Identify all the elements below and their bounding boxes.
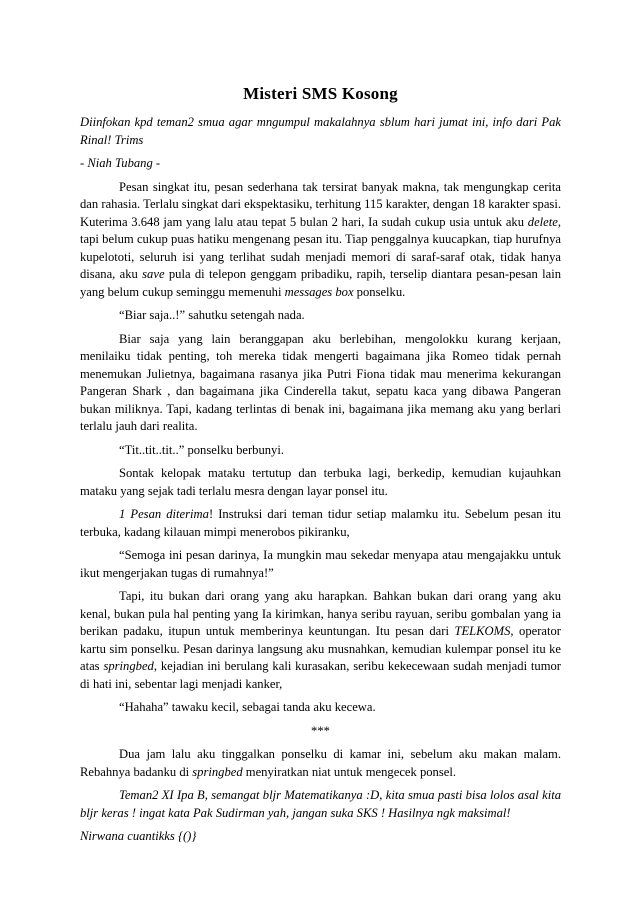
- paragraph-1-text-c: pula di telepon genggam pribadiku, rapih, terselip diantara pesan-pesan lain yang belum cukup seminggu memenuhi: [80, 267, 561, 299]
- delete-word: delete: [527, 214, 558, 229]
- sms-signature: Nirwana cuantikks {()}: [80, 829, 197, 843]
- springbed-word-2: springbed: [192, 764, 243, 779]
- pesan-diterima-text: 1 Pesan diterima: [119, 507, 209, 521]
- paragraph-2: “Biar saja..!” sahutku setengah nada.: [119, 308, 305, 322]
- paragraph-10-text-a: Dua jam lalu aku tinggalkan ponselku di kamar ini, sebelum aku makan malam. Rebahnya badanku di: [80, 747, 561, 779]
- paragraph-4: “Tit..tit..tit..” ponselku berbunyi.: [119, 442, 284, 457]
- paragraph-8-text-c: , kejadian ini berulang kali kurasakan, seribu kekecewaan sudah menjadi tumor di hati ini, sebentar lagi menjadi kanker,: [80, 659, 562, 691]
- paragraph-6: [80, 506, 561, 541]
- telkoms-word: TELKOMS: [454, 624, 511, 638]
- paragraph-10-text-b: menyiratkan niat untuk mengecek ponsel.: [242, 764, 456, 779]
- save-word: save: [142, 267, 165, 281]
- paragraph-8: [80, 588, 561, 693]
- paragraph-8-text-b: , operator kartu sim ponselku. Pesan darinya langsung aku musnahkan, kemudian kulempar ponsel itu ke atas: [80, 624, 561, 673]
- paragraph-8-text-a: Tapi, itu bukan dari orang yang aku harapkan. Bahkan bukan dari orang yang aku kenal, bukan pula hal penting yang Ia kirimkan, hanya seribu rayuan, seribu gombalan yang ia berikan padaku, itupun untuk memberinya keuntungan. Itu pesan dari: [80, 589, 561, 638]
- scene-separator: ***: [311, 723, 330, 738]
- paragraph-6-text: ! Instruksi dari teman tidur setiap malamku itu. Sebelum pesan itu terbuka, kadang kilauan mimpi menerobos pikiranku,: [80, 507, 561, 539]
- paragraph-1-text-d: ponselku.: [353, 284, 406, 299]
- messages-box-word: messages box: [284, 284, 354, 299]
- springbed-word: springbed: [103, 659, 154, 673]
- paragraph-10: [80, 746, 561, 781]
- paragraph-1-text-a: Pesan singkat itu, pesan sederhana tak tersirat banyak makna, tak mengungkap cerita dan rahasia. Terlalu singkat dari ekspektasiku, terhitung 115 karakter, dengan 18 karakter spasi. Kuterima 3.648 jam yang lalu atau tepat 5 bulan 2 hari, Ia sudah cukup usia untuk aku: [80, 179, 561, 229]
- intro-sms: Diinfokan kpd teman2 smua agar mngumpul makalahnya sblum hari jumat ini, info dari Pak Rinal! Trims: [80, 115, 561, 147]
- paragraph-9: “Hahaha” tawaku kecil, sebagai tanda aku kecewa.: [119, 700, 376, 714]
- sms-message: Teman2 XI Ipa B, semangat bljr Matematikanya :D, kita smua pasti bisa lolos asal kita bljr keras ! ingat kata Pak Sudirman yah, jangan suka SKS ! Hasilnya ngk maksimal!: [80, 788, 561, 820]
- paragraph-1-text-b: , tapi belum cukup puas hatiku mengenang pesan itu. Tiap penggalnya kuucapkan, tiap hurufnya kupelototi, seluruh isi yang terlihat sudah menjadi memori di saraf-saraf otak, tidak hanya disana, aku: [80, 214, 561, 281]
- paragraph-1: [80, 179, 561, 302]
- author-line: - Niah Tubang -: [80, 156, 161, 170]
- paragraph-5: Sontak kelopak mataku tertutup dan terbuka lagi, berkedip, kemudian kujauhkan mataku yang sejak tadi terlalu mesra dengan layar ponsel itu.: [80, 466, 561, 498]
- paragraph-7: “Semoga ini pesan darinya, Ia mungkin mau sekedar menyapa atau mengajakku untuk ikut mengerjakan tugas di rumahnya!”: [80, 548, 561, 580]
- paragraph-3: Biar saja yang lain beranggapan aku berlebihan, mengolokku kurang kerjaan, menilaiku tidak penting, toh mereka tidak mengerti bagaimana jika Romeo tidak pernah menemukan Julietnya, bagaimana rasanya jika Putri Fiona tidak mau menerima kekurangan Pangeran Shark , dan bagaimana jika Cinderella takut, sepatu kaca yang dibawa Pangeran bukan miliknya. Tapi, kadang terlintas di benak ini, bagaimana jika memang aku yang berlari terlalu jauh dari realita.: [80, 331, 561, 433]
- document-title: Misteri SMS Kosong: [243, 84, 398, 103]
